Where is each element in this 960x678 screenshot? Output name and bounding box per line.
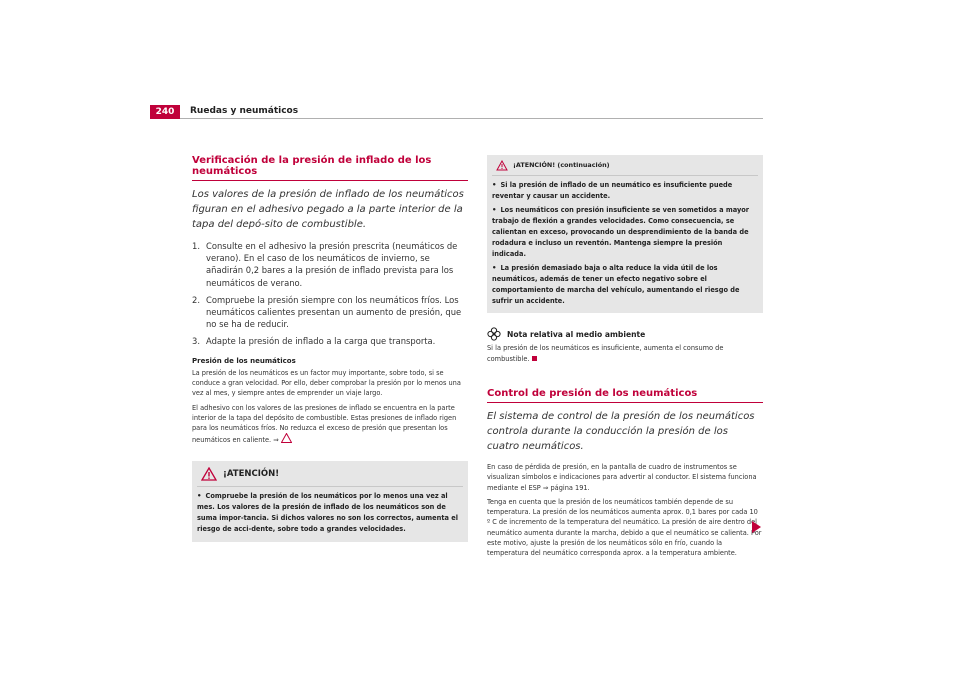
end-of-section-icon <box>532 356 537 361</box>
warning-triangle-icon <box>201 467 217 481</box>
warning-item <box>492 263 758 307</box>
section-intro: Los valores de la presión de inflado de los neumáticos figuran en el adhesivo pegado a la parte interior de la tapa del depó-sito de combustible. <box>192 189 464 230</box>
note-title: Nota relativa al medio ambiente <box>507 329 646 339</box>
warning-box-continued <box>487 155 763 313</box>
bullet: • <box>492 206 497 214</box>
warning-item-text: Los neumáticos con presión insuficiente se ven sometidos a mayor trabajo de flexión a grandes velocidades. Como consecuencia, se calientan en exceso, provocando un desprendimiento de la banda de rodadura e incluso un reventón. Mantenga siempre la presión indicada. <box>492 206 750 258</box>
step-item <box>192 294 468 331</box>
warning-header <box>492 160 758 171</box>
next-page-arrow-icon <box>752 521 761 533</box>
warning-item <box>492 180 758 202</box>
section-title-pressure-control: Control de presión de los neumáticos <box>487 388 763 403</box>
subheading-tire-pressure: Presión de los neumáticos <box>192 356 296 365</box>
step-number: 3. <box>192 336 200 347</box>
paragraph <box>192 403 468 447</box>
step-number: 2. <box>192 294 200 305</box>
page-number: 240 <box>150 105 180 119</box>
step-text: Compruebe la presión siempre con los neumáticos fríos. Los neumáticos calientes presentan un aumento de presión, que no se ha de reducir. <box>206 294 462 330</box>
note-header <box>487 327 763 341</box>
warning-item-text: La presión demasiado baja o alta reduce la vida útil de los neumáticos, además de tener un efecto negativo sobre el comportamiento de marcha del vehículo, aumentando el riesgo de sufrir un accidente. <box>492 264 740 305</box>
steps-list <box>192 240 468 348</box>
warning-item <box>492 205 758 260</box>
bullet: • <box>492 181 497 189</box>
warning-divider <box>492 175 758 176</box>
warning-header <box>197 467 463 481</box>
warning-title: ¡ATENCIÓN! <box>223 468 280 479</box>
paragraph: Tenga en cuenta que la presión de los neumáticos también depende de su temperatura. La presión de los neumáticos aumenta aprox. 0,1 bares por cada 10 º C de incremento de la temperatura del neumático. La presión de aire dentro del neumático aumenta durante la marcha, debido a que el neumático se calienta. Por este motivo, ajuste la presión de los neumáticos sólo en frío, cuando la temperatura del neumático corresponda aprox. a la temperatura ambiente. <box>487 497 762 558</box>
warning-box <box>192 461 468 542</box>
note-body: Si la presión de los neumáticos es insuficiente, aumenta el consumo de combustible. <box>487 344 724 363</box>
warning-item: Compruebe la presión de los neumáticos por lo menos una vez al mes. Los valores de la presión de inflado de los neumáticos son de suma impor-tancia. Si dichos valores no son los correctos, aumenta el riesgo de acci-dente, sobre todo a grandes velocidades. <box>197 491 458 533</box>
warning-text <box>197 491 463 535</box>
left-column <box>192 155 468 542</box>
paragraph-text: El adhesivo con los valores de las presiones de inflado se encuentra en la parte interior de la tapa del depósito de combustible. Estas presiones de inflado rigen para los neumáticos fríos. No reduzca el exceso de presión que presentan los neumáticos en caliente. ⇒ <box>192 403 457 445</box>
note-text <box>487 343 763 364</box>
paragraph: En caso de pérdida de presión, en la pantalla de cuadro de instrumentos se visualizan símbolos e indicaciones para advertir al conductor. El sistema funciona mediante el ESP ⇒ página 191. <box>487 463 757 492</box>
right-column <box>487 155 763 563</box>
warning-divider <box>197 486 463 487</box>
warning-title: ¡ATENCIÓN! (continuación) <box>513 161 610 169</box>
step-number: 1. <box>192 241 200 251</box>
paragraph: La presión de los neumáticos es un factor muy importante, sobre todo, si se conduce a gran velocidad. Por ello, deber comprobar la presión por lo menos una vez al mes, y siempre antes de emprender un viaje largo. <box>192 368 461 398</box>
step-text: Adapte la presión de inflado a la carga que transporta. <box>206 336 436 347</box>
warning-triangle-icon <box>281 433 292 446</box>
bullet: • <box>197 491 202 500</box>
header-divider <box>180 118 763 119</box>
step-item <box>192 240 468 289</box>
header-title: Ruedas y neumáticos <box>190 106 299 116</box>
step-item <box>192 335 468 347</box>
bullet: • <box>492 264 497 272</box>
section-title-verification: Verificación de la presión de inflado de los neumáticos <box>192 155 468 181</box>
section-intro: El sistema de control de la presión de los neumáticos controla durante la conducción la presión de los cuatro neumáticos. <box>487 411 755 452</box>
warning-triangle-icon <box>496 160 508 171</box>
warning-item-text: Si la presión de inflado de un neumático es insuficiente puede reventar y causar un accidente. <box>492 181 733 200</box>
environment-flower-icon <box>487 327 501 341</box>
step-text: Consulte en el adhesivo la presión prescrita (neumáticos de verano). En el caso de los neumáticos de invierno, se añadirán 0,2 bares a la presión de inflado prevista para los neumáticos de verano. <box>206 241 458 288</box>
